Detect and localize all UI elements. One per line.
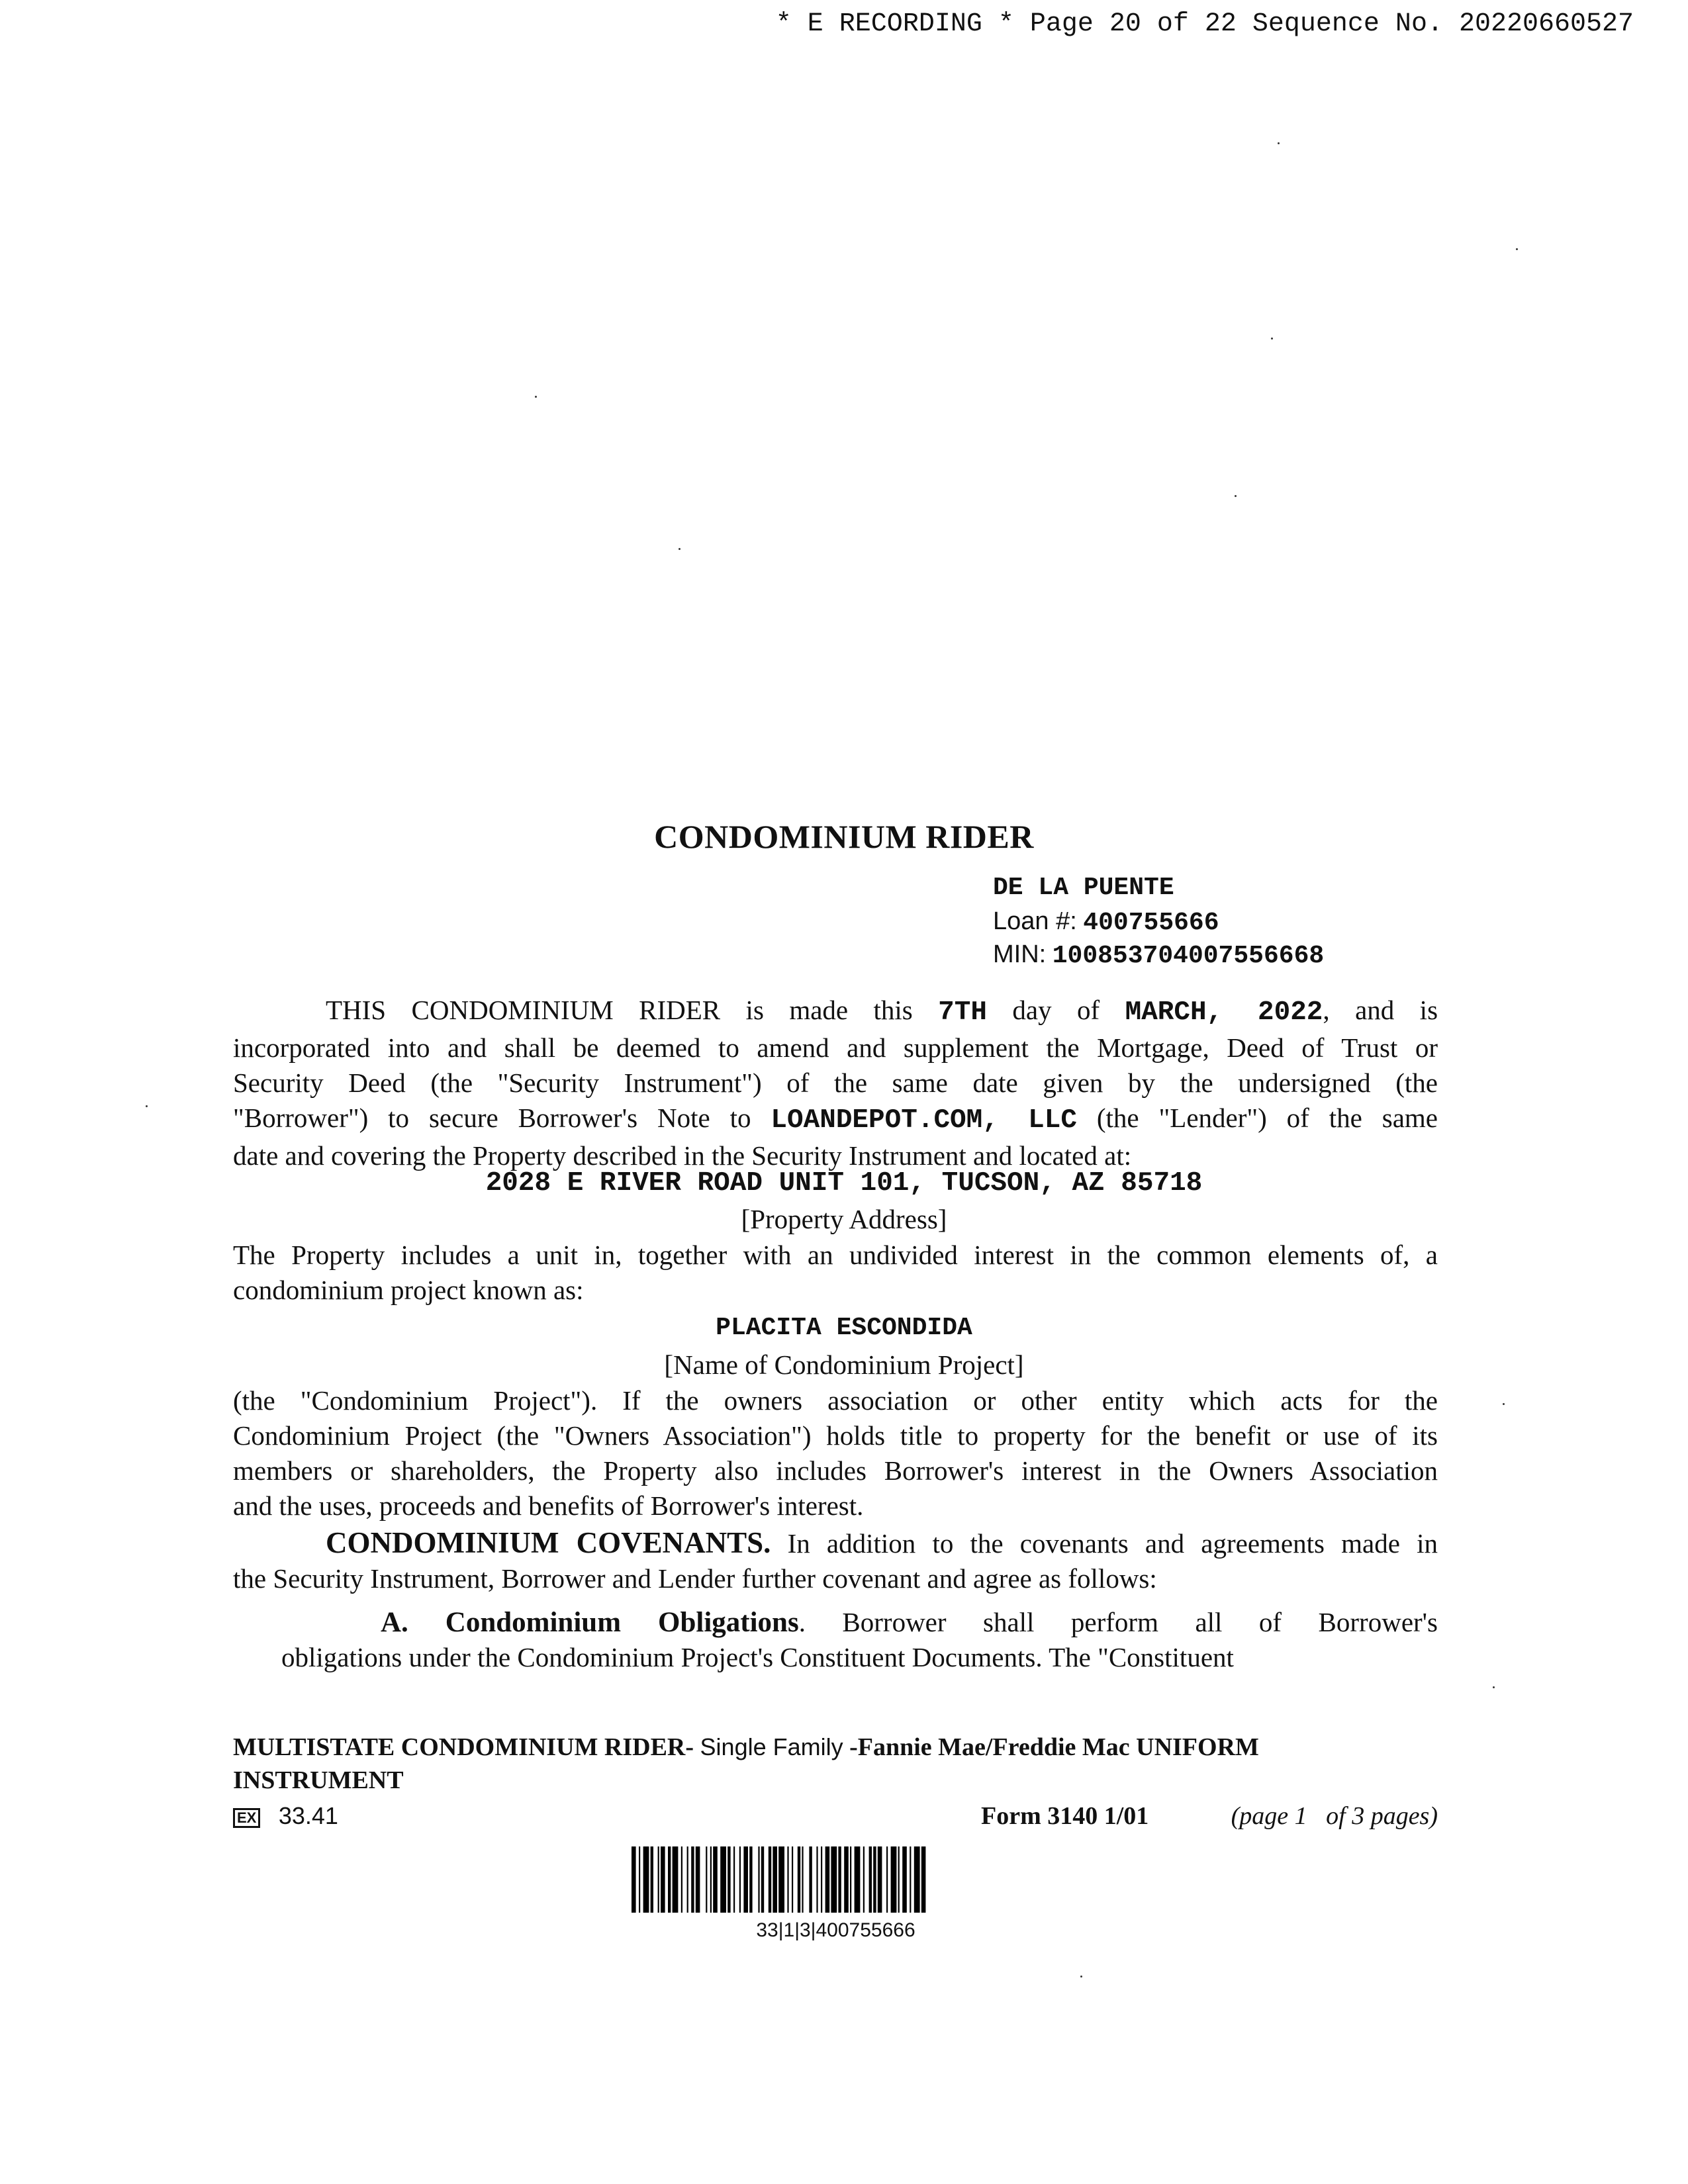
barcode-bar <box>816 1846 818 1913</box>
barcode-bar <box>863 1846 865 1913</box>
barcode-bar <box>798 1846 800 1913</box>
barcode-bar <box>825 1846 830 1913</box>
barcode-bar <box>706 1846 707 1913</box>
scan-speck <box>679 548 680 550</box>
barcode-bar <box>869 1846 872 1913</box>
barcode <box>629 1846 1043 1916</box>
paragraph-line <box>233 1101 1438 1138</box>
barcode-bar <box>727 1846 730 1913</box>
barcode-bar <box>651 1846 653 1913</box>
scan-speck <box>535 396 537 398</box>
scan-speck <box>1516 248 1518 250</box>
condominium-project-caption: [Name of Condominium Project] <box>664 1349 1024 1380</box>
barcode-bar <box>658 1846 659 1913</box>
barcode-bar <box>749 1846 752 1913</box>
barcode-bar <box>687 1846 688 1913</box>
barcode-bar <box>821 1846 822 1913</box>
scan-speck <box>1235 495 1237 497</box>
scan-speck <box>1503 1403 1505 1405</box>
loan-number-label: Loan #: <box>993 907 1077 935</box>
paragraph-covenants <box>233 1525 1438 1596</box>
barcode-bar <box>643 1846 649 1913</box>
min-label: MIN: <box>993 940 1047 968</box>
borrower-name: DE LA PUENTE <box>993 874 1174 902</box>
barcode-bar <box>802 1846 803 1913</box>
barcode-bar <box>914 1846 920 1913</box>
paragraph-property <box>233 1238 1438 1308</box>
paragraph-line: The Property includes a unit in, together with an undivided interest in the common elements of, a <box>233 1240 1438 1270</box>
barcode-bar <box>739 1846 741 1913</box>
barcode-bar <box>844 1846 849 1913</box>
paragraph-line: date and covering the Property described in the Security Instrument and located at: <box>233 1140 1132 1171</box>
barcode-bar <box>910 1846 911 1913</box>
paragraph-line: Condominium Project (the "Owners Association") holds title to property for the benefit or use of its <box>233 1420 1438 1451</box>
barcode-bar <box>733 1846 735 1913</box>
form-code: 33.41 <box>278 1802 338 1829</box>
section-a-heading: A. Condominium Obligations <box>381 1607 799 1638</box>
barcode-bar <box>886 1846 888 1913</box>
paragraph-line: (the "Condominium Project"). If the owners association or other entity which acts for the <box>233 1385 1438 1416</box>
barcode-bar <box>681 1846 682 1913</box>
barcode-bar <box>691 1846 694 1913</box>
text-span: . Borrower shall perform all of Borrower's <box>798 1607 1438 1637</box>
barcode-bar <box>713 1846 718 1913</box>
paragraph-owners-association <box>233 1383 1438 1524</box>
paragraph-line <box>233 993 1438 1030</box>
paragraph-line: obligations under the Condominium Project's Constituent Documents. The "Constituent <box>281 1642 1234 1672</box>
barcode-bar <box>720 1846 726 1913</box>
paragraph-line: condominium project known as: <box>233 1275 584 1305</box>
min-line <box>993 940 1324 970</box>
text-span: (the "Lender") of the same <box>1096 1103 1438 1133</box>
scan-speck <box>1278 142 1280 144</box>
property-address-caption: [Property Address] <box>741 1204 947 1234</box>
ex-mark-icon: EX <box>233 1808 260 1828</box>
paragraph-intro <box>233 993 1438 1173</box>
scan-speck <box>1271 338 1273 340</box>
covenants-heading: CONDOMINIUM COVENANTS. <box>326 1526 771 1559</box>
form-title-line <box>233 1731 1438 1764</box>
form-meta-line <box>233 1801 1438 1831</box>
barcode-bar <box>743 1846 748 1913</box>
condominium-project-name: PLACITA ESCONDIDA <box>716 1314 972 1342</box>
text-span: MULTISTATE CONDOMINIUM RIDER- <box>233 1733 694 1761</box>
page-info: (page 1 of 3 pages) <box>1231 1802 1438 1830</box>
barcode-bar <box>761 1846 764 1913</box>
barcode-bar <box>850 1846 851 1913</box>
paragraph-line: members or shareholders, the Property also includes Borrower's interest in the Owners Association <box>233 1455 1438 1486</box>
barcode-bar <box>831 1846 837 1913</box>
barcode-bar <box>661 1846 665 1913</box>
form-title-line: INSTRUMENT <box>233 1766 404 1794</box>
paragraph-line: incorporated into and shall be deemed to amend and supplement the Mortgage, Deed of Trust or <box>233 1032 1438 1063</box>
text-span: "Borrower") to secure Borrower's Note to <box>233 1103 751 1133</box>
barcode-bar <box>891 1846 897 1913</box>
text-span: Single Family <box>700 1733 843 1760</box>
barcode-bar <box>838 1846 841 1913</box>
barcode-text: 33|1|3|400755666 <box>756 1919 915 1941</box>
barcode-bar <box>873 1846 876 1913</box>
barcode-bar <box>758 1846 759 1913</box>
barcode-bar <box>639 1846 640 1913</box>
text-span: day of <box>1012 995 1100 1025</box>
barcode-bar <box>855 1846 861 1913</box>
document-title: CONDOMINIUM RIDER <box>654 818 1034 855</box>
rider-month-year: MARCH, 2022 <box>1125 997 1323 1028</box>
scan-speck <box>1493 1686 1495 1688</box>
barcode-bar <box>632 1846 636 1913</box>
text-span: In addition to the covenants and agreements made in <box>787 1528 1438 1559</box>
barcode-bar <box>809 1846 812 1913</box>
paragraph-line <box>233 1525 1438 1561</box>
barcode-bar <box>668 1846 671 1913</box>
scan-speck <box>1080 1976 1082 1978</box>
barcode-bar <box>921 1846 926 1913</box>
form-number: Form 3140 1/01 <box>981 1802 1149 1830</box>
barcode-bar <box>673 1846 679 1913</box>
barcode-bar <box>778 1846 784 1913</box>
rider-day: 7TH <box>938 997 987 1028</box>
barcode-bar <box>710 1846 712 1913</box>
paragraph-line: the Security Instrument, Borrower and Lender further covenant and agree as follows: <box>233 1563 1157 1594</box>
barcode-bar <box>773 1846 777 1913</box>
barcode-bar <box>696 1846 700 1913</box>
text-span: -Fannie Mae/Freddie Mac UNIFORM <box>849 1733 1259 1761</box>
property-address: 2028 E RIVER ROAD UNIT 101, TUCSON, AZ 85718 <box>485 1168 1203 1199</box>
loan-number-value: 400755666 <box>1083 909 1219 937</box>
text-span: , and is <box>1323 995 1438 1025</box>
barcode-bar <box>878 1846 882 1913</box>
form-title <box>233 1731 1438 1797</box>
paragraph-line: Security Deed (the "Security Instrument") of the same date given by the undersigned (the <box>233 1068 1438 1098</box>
barcode-bar <box>902 1846 907 1913</box>
min-value: 100853704007556668 <box>1052 942 1325 970</box>
barcode-bar <box>792 1846 793 1913</box>
barcode-bar <box>769 1846 771 1913</box>
barcode-bar <box>787 1846 788 1913</box>
recording-header: * E RECORDING * Page 20 of 22 Sequence No. 20220660527 <box>775 9 1634 39</box>
loan-number-line <box>993 907 1219 937</box>
lender-name: LOANDEPOT.COM, LLC <box>771 1105 1077 1136</box>
scan-speck <box>146 1105 148 1107</box>
text-span: THIS CONDOMINIUM RIDER is made this <box>326 995 913 1025</box>
paragraph-line <box>281 1605 1438 1640</box>
paragraph-section-a <box>281 1605 1438 1675</box>
barcode-bar <box>898 1846 900 1913</box>
paragraph-line: and the uses, proceeds and benefits of Borrower's interest. <box>233 1490 864 1521</box>
